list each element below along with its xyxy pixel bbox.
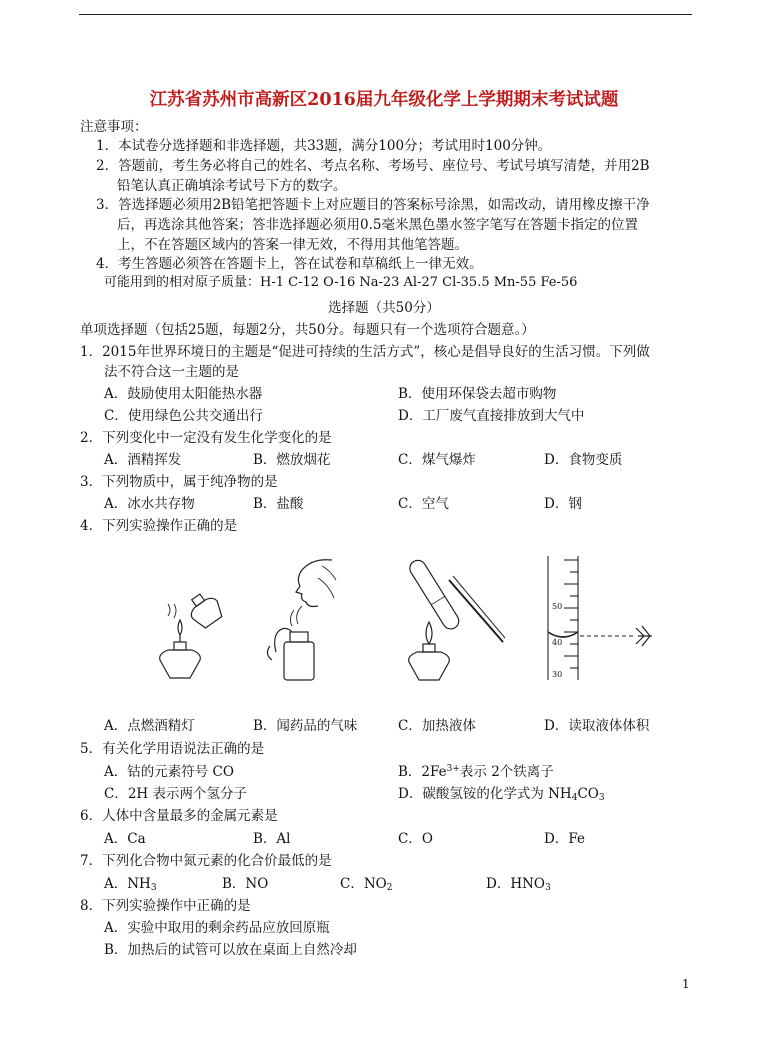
question-2-stem: 2．下列变化中一定没有发生化学变化的是 [80, 430, 332, 446]
q1-option-a: A．鼓励使用太阳能热水器 [104, 386, 263, 402]
atomic-masses: 可能用到的相对原子质量：H-1 C-12 O-16 Na-23 Al-27 Cl-35.5 Mn-55 Fe-56 [104, 275, 578, 290]
notice-item: 2．答题前，考生务必将自己的姓名、考点名称、考场号、座位号、考试号填写清楚，并用2B [96, 158, 650, 174]
q4-option-b: B．闻药品的气味 [253, 718, 358, 734]
q8-option-b: B．加热后的试管可以放在桌面上自然冷却 [104, 942, 357, 958]
q7-option-b: B．NO [222, 876, 269, 892]
section-instructions: 单项选择题（包括25题，每题2分，共50分。每题只有一个选项符合题意。） [80, 322, 535, 338]
q8-option-a: A．实验中取用的剩余药品应放回原瓶 [104, 920, 330, 936]
figure-smelling-odor [262, 556, 352, 682]
q6-option-c: C．O [398, 831, 433, 847]
notice-item: 3．答选择题必须用2B铅笔把答题卡上对应题目的答案标号涂黑，如需改动，请用橡皮擦干净 [96, 197, 650, 213]
q1-option-b: B．使用环保袋去超市购物 [398, 386, 557, 402]
q3-option-d: D．钢 [544, 496, 582, 512]
question-6-stem: 6．人体中含量最多的金属元素是 [80, 808, 278, 824]
notice-item: 上，不在答题区域内的答案一律无效，不得用其他笔答题。 [117, 237, 468, 253]
question-5-stem: 5．有关化学用语说法正确的是 [80, 741, 265, 757]
q1-option-d: D．工厂废气直接排放到大气中 [398, 408, 585, 424]
q2-option-d: D．食物变质 [544, 452, 623, 468]
q1-option-c: C．使用绿色公共交通出行 [104, 408, 263, 424]
q6-option-d: D．Fe [544, 831, 585, 847]
notice-item: 1．本试卷分选择题和非选择题，共33题，满分100分；考试用时100分钟。 [96, 138, 552, 154]
page-number: 1 [682, 977, 690, 991]
notice-item: 铅笔认真正确填涂考试号下方的数字。 [117, 178, 347, 194]
notice-heading: 注意事项： [80, 119, 148, 135]
q5-option-d: D．碳酸氢铵的化学式为 $NH_4CO_3$ [398, 786, 605, 803]
question-3-stem: 3．下列物质中，属于纯净物的是 [80, 474, 278, 490]
notice-item: 4．考生答题必须答在答题卡上，答在试卷和草稿纸上一律无效。 [96, 256, 483, 272]
q3-option-c: C．空气 [398, 496, 449, 512]
cylinder-tick-label: 40 [552, 638, 563, 647]
q6-option-b: B．Al [253, 831, 291, 847]
cylinder-tick-label: 50 [552, 602, 563, 611]
q4-option-c: C．加热液体 [398, 718, 476, 734]
q7-option-c: C．$NO_2$ [340, 876, 393, 893]
document-title: 江苏省苏州市高新区2016届九年级化学上学期期末考试试题 [149, 90, 619, 110]
q4-option-d: D．读取液体体积 [544, 718, 650, 734]
q5-option-a: A．钴的元素符号 CO [104, 764, 234, 780]
question-8-stem: 8．下列实验操作中正确的是 [80, 898, 251, 914]
figure-heating-liquid [405, 558, 515, 682]
q3-option-b: B．盐酸 [253, 496, 304, 512]
notice-item: 后，再选涂其他答案；答非选择题必须用0.5毫米黑色墨水签字笔写在答题卡指定的位置 [117, 217, 638, 233]
question-1-stem: 法不符合这一主题的是 [104, 364, 239, 380]
figure-lighting-lamp [150, 580, 230, 680]
cylinder-tick-label: 30 [552, 670, 563, 679]
question-4-stem: 4．下列实验操作正确的是 [80, 518, 238, 534]
q2-option-a: A．酒精挥发 [104, 452, 182, 468]
header-rule [79, 14, 692, 15]
q5-option-b: B．$2Fe^{3+}$表示 2个铁离子 [398, 764, 554, 780]
section-title: 选择题（共50分） [328, 300, 440, 316]
q2-option-c: C．煤气爆炸 [398, 452, 476, 468]
q3-option-a: A．冰水共存物 [104, 496, 195, 512]
q5-option-c: C．2H 表示两个氢分子 [104, 786, 247, 802]
q4-option-a: A．点燃酒精灯 [104, 718, 195, 734]
q7-option-a: A．$NH_3$ [104, 876, 157, 893]
q2-option-b: B．燃放烟花 [253, 452, 331, 468]
figure-reading-volume [538, 556, 668, 682]
q7-option-d: D．$HNO_3$ [486, 876, 551, 893]
question-7-stem: 7．下列化合物中氮元素的化合价最低的是 [80, 853, 332, 869]
question-1-stem: 1．2015年世界环境日的主题是“促进可持续的生活方式”，核心是倡导良好的生活习惯。下列做 [80, 344, 650, 360]
q6-option-a: A．Ca [104, 831, 146, 847]
